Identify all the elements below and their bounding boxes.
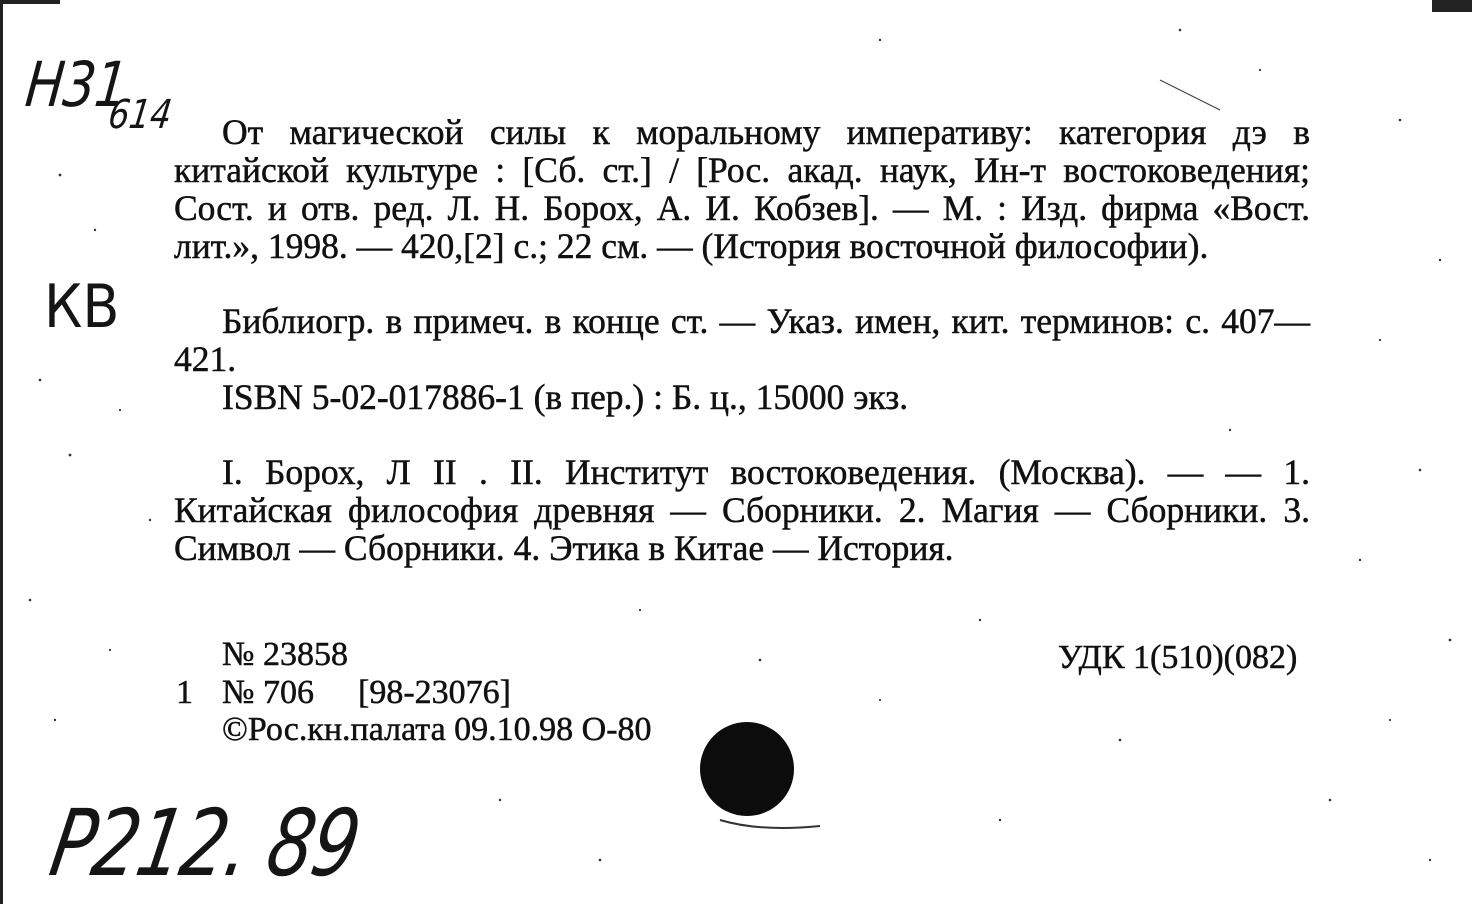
card-edge-top-right (1432, 0, 1472, 12)
book-chamber-line: ©Рос.кн.палата 09.10.98 О-80 (222, 711, 652, 748)
handwritten-inventory-number: Р212. 89 (43, 790, 367, 897)
handwritten-location-code: КВ (44, 272, 120, 342)
udk-classification: УДК 1(510)(082) (1058, 639, 1298, 676)
bibliography-note: Библиогр. в примеч. в конце ст. — Указ. имен, кит. терминов: с. 407—421. (174, 301, 1310, 379)
isbn-line: ISBN 5-02-017886-1 (в пер.) : Б. ц., 15000 экз. (222, 377, 909, 417)
subject-tracings: I. Борох, Л II . II. Институт востоковедения. (Москва). — — 1. Китайская философия древняя — Сборники. 2. Магия — Сборники. 3. Символ — Сборники. 4. Этика в Китае — История. (174, 452, 1310, 568)
card-edge-left (0, 0, 3, 904)
copies-count: 1 (176, 674, 193, 711)
bibliographic-description: От магической силы к моральному императиву: категория дэ в китайской культуре : [Сб. ст.] / [Рос. акад. наук, Ин-т востоковедения; Сост. и отв. ред. Л. Н. Борох, А. И. Кобзев]. — М. : Изд. фирма «Вост. лит.», 1998. — 420,[2] с.; 22 см. — (История восточной философии). (174, 112, 1310, 266)
record-number-2: № 706 (222, 674, 314, 711)
handwritten-shelf-mark: Н31 (22, 48, 131, 121)
handwritten-shelf-mark-sub: 614 (105, 92, 175, 138)
record-number-1: № 23858 (222, 636, 348, 673)
record-code: [98-23076] (358, 674, 511, 711)
card-edge-top (0, 0, 60, 4)
punch-hole (700, 722, 794, 816)
